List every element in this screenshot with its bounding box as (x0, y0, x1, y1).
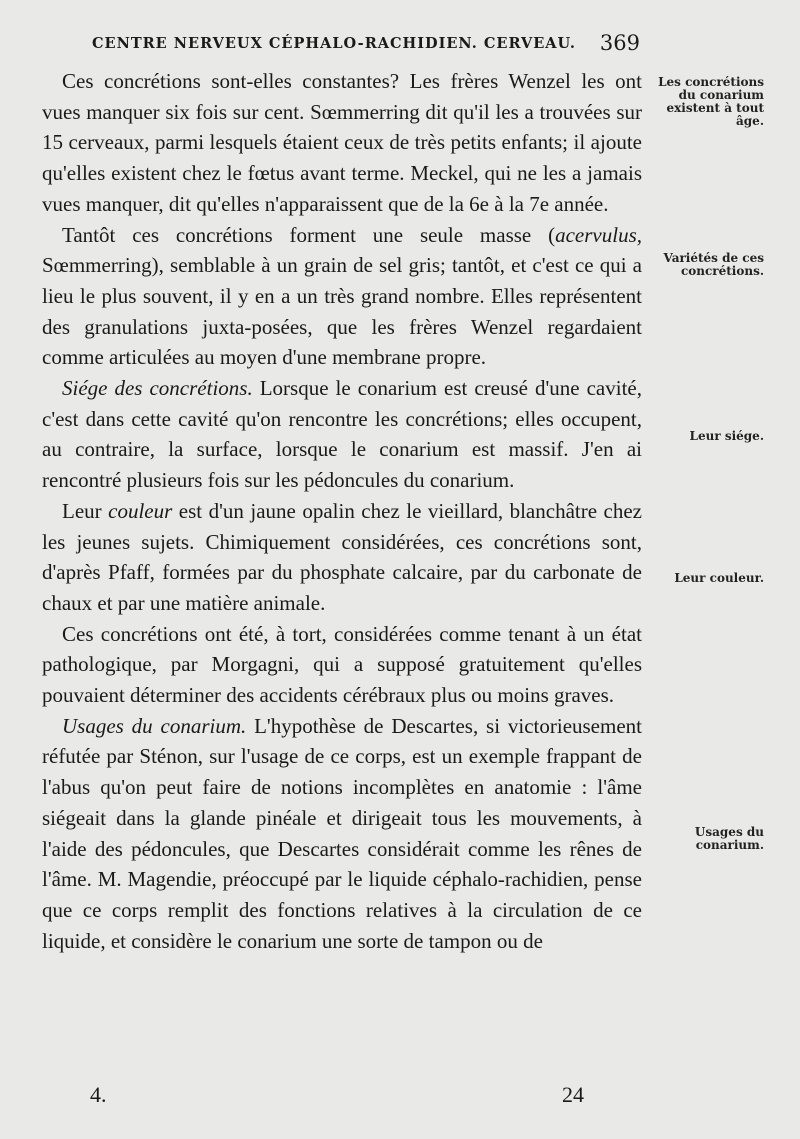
page-number: 369 (599, 31, 640, 55)
running-head (92, 33, 640, 57)
margin-note: Les concrétions du conarium existent à tout âge. (658, 75, 764, 128)
paragraph: Ces concrétions ont été, à tort, considérées comme tenant à un état pathologique, par Morgagni, qui a supposé gratuitement qu'elles pouvaient déterminer des accidents cérébraux plus ou moins graves. (42, 621, 642, 708)
running-head-title: CENTRE NERVEUX CÉPHALO-RACHIDIEN. CERVEAU. (92, 35, 576, 52)
paragraph: Siége des concrétions. Lorsque le conarium est creusé d'une cavité, c'est dans cette cavité qu'on rencontre les concrétions; elles occupent, au contraire, la surface, lorsque le conarium est massif. J'en ai rencontré plusieurs fois sur les pédoncules du conarium. (42, 376, 642, 493)
paragraph: Usages du conarium. L'hypothèse de Descartes, si victorieusement réfutée par Sténon, sur l'usage de ce corps, est un exemple frappant de l'abus qu'on peut faire de notions incomplètes en anatomie : l'âme siégeait dans la glande pinéale et dirigeait tous les mouvements, à l'aide des pédoncules, que Descartes considérait comme les rênes de l'âme. M. Magendie, préoccupé par le liquide céphalo-rachidien, pense que ce corps remplit des fonctions relatives à la circulation de ce liquide, et considère le conarium une sorte de tampon ou de (42, 713, 642, 953)
paragraph: Ces concrétions sont-elles constantes? Les frères Wenzel les ont vues manquer six fois sur cent. Sœmmerring dit qu'il les a trouvées sur 15 cerveaux, parmi lesquels étaient ceux de très petits enfants; il ajoute qu'elles existent chez le fœtus avant terme. Meckel, qui ne les a jamais vues manquer, dit qu'elles n'apparaissent que de la 6e à la 7e année. (42, 69, 642, 216)
margin-note: Leur couleur. (674, 571, 764, 585)
paragraph: Tantôt ces concrétions forment une seule masse (acervulus, Sœmmerring), semblable à un grain de sel gris; tantôt, et c'est ce qui a lieu le plus souvent, il y en a un très grand nombre. Elles représentent des granulations juxta-posées, que les frères Wenzel regardaient comme articulées au moyen d'une membrane propre. (42, 222, 642, 370)
margin-note: Usages du conarium. (694, 825, 764, 852)
paragraph: Leur couleur est d'un jaune opalin chez le vieillard, blanchâtre chez les jeunes sujets. Chimiquement considérées, ces concrétions sont, d'après Pfaff, formées par du phosphate calcaire, par du carbonate de chaux et par une matière animale. (42, 498, 642, 615)
signature-mark: 4. (90, 1082, 107, 1107)
margin-note: Variétés de ces concrétions. (663, 251, 764, 278)
margin-note: Leur siége. (689, 429, 764, 443)
body-text (42, 66, 642, 956)
sheet-number: 24 (562, 1082, 584, 1107)
